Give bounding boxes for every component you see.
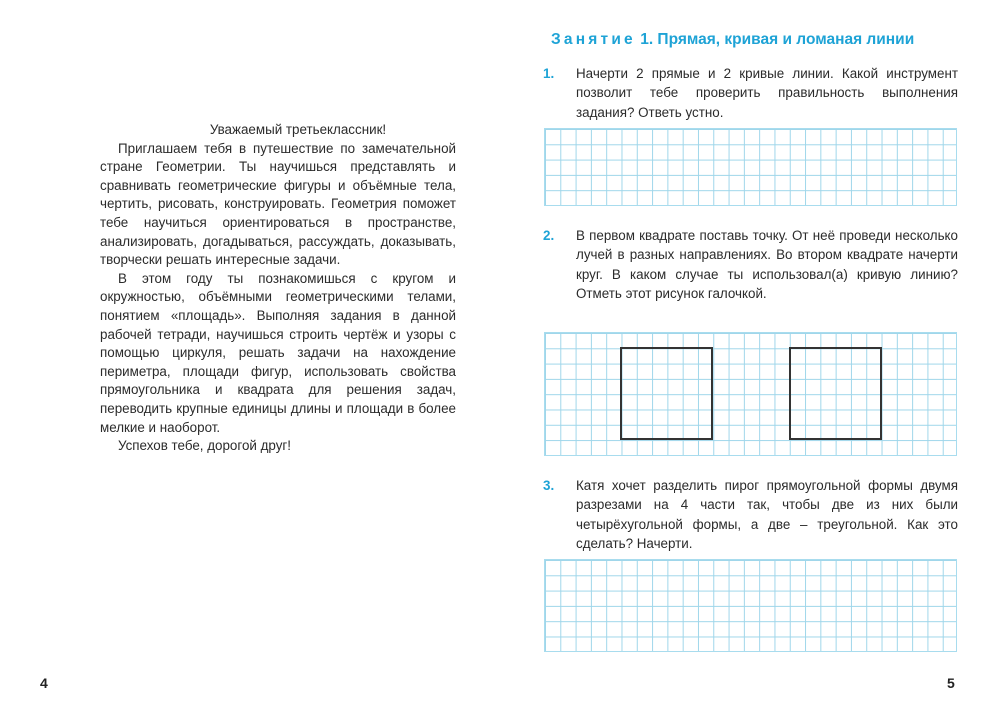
intro-letter [100,121,456,456]
task-text: Начерти 2 прямые и 2 кривые линии. Какой инструмент позволит тебе проверить правильность выполнения задания? Ответь устно. [576,66,958,120]
lesson-heading: 1. Прямая, кривая и ломаная линии [640,31,915,48]
task-text: В первом квадрате поставь точку. От неё проведи несколько лучей в разных направлениях. Во втором квадрате начерти круг. В каком случае ты использовал(а) кривую линию? Отметь этот рисунок галочкой. [576,228,958,301]
lesson-title [551,31,914,49]
task-number: 1. [543,66,555,81]
task-1 [543,64,958,122]
task-3 [543,476,958,553]
task-2 [543,226,958,303]
square-figure-2[interactable] [789,347,882,440]
answer-grid-3[interactable] [544,559,957,652]
page-number-left: 4 [40,675,48,691]
greeting: Уважаемый третьеклассник! [209,122,387,137]
answer-grid-1[interactable] [544,128,957,206]
task-number: 2. [543,228,555,243]
lesson-label: Занятие [551,31,636,48]
answer-grid-2[interactable] [544,332,957,456]
intro-paragraph: В этом году ты познакомишься с кругом и окружностью, объёмными геометрическими телами, понятием «площадь». Выполняя задания в данной рабочей тетради, научишься строить чертёж и узоры с помощью циркуля, решать задачи на нахождение периметра, площади фигур, использовать свойства прямоугольника и квадрата для решения задач, переводить крупные единицы длины и площади в более мелкие и наоборот. [100,270,456,435]
intro-paragraph: Успехов тебе, дорогой друг! [118,438,292,454]
page-number-right: 5 [947,675,955,691]
intro-paragraph: Приглашаем тебя в путешествие по замечательной стране Геометрии. Ты научишься представлять и сравнивать геометрические фигуры и объёмные тела, чертить, рисовать, конструировать. Геометрия поможет тебе научиться ориентироваться в пространстве, анализировать, догадываться, рассуждать, доказывать, творчески решать интересные задачи. [100,140,456,268]
task-text: Катя хочет разделить пирог прямоугольной формы двумя разрезами на 4 части так, чтобы две из них были четырёхугольной формы, а две – треугольной. Как это сделать? Начерти. [576,478,958,551]
square-figure-1[interactable] [620,347,713,440]
task-number: 3. [543,478,555,493]
